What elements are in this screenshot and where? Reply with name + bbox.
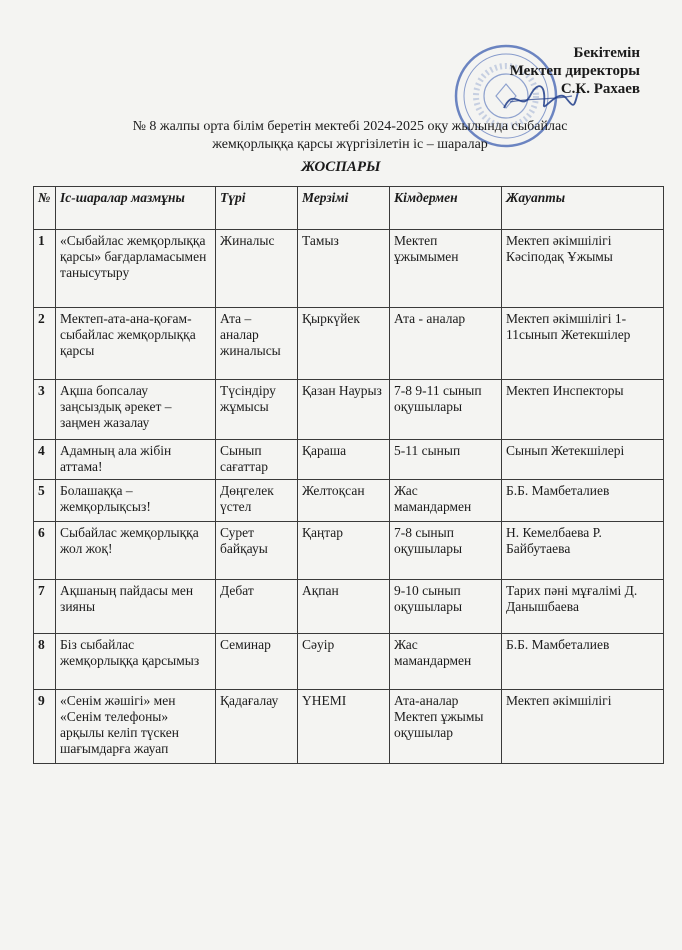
cell-responsible: Н. Кемелбаева Р. Байбутаева bbox=[502, 522, 664, 580]
cell-content: Адамның ала жібін аттама! bbox=[56, 440, 216, 480]
table-row bbox=[34, 308, 664, 380]
cell-type: Қадағалау bbox=[216, 690, 298, 764]
table-row bbox=[34, 690, 664, 764]
approval-block bbox=[510, 44, 640, 98]
table-row bbox=[34, 634, 664, 690]
cell-with: 5-11 сынып bbox=[390, 440, 502, 480]
approval-label: Бекітемін bbox=[573, 45, 640, 61]
cell-number: 2 bbox=[34, 308, 56, 380]
cell-with: Ата-аналар Мектеп ұжымы оқушылар bbox=[390, 690, 502, 764]
cell-with: 7-8 сынып оқушылары bbox=[390, 522, 502, 580]
cell-responsible: Б.Б. Мамбеталиев bbox=[502, 634, 664, 690]
cell-content: Біз сыбайлас жемқорлыққа қарсымыз bbox=[56, 634, 216, 690]
table-row bbox=[34, 380, 664, 440]
cell-number: 9 bbox=[34, 690, 56, 764]
cell-type: Сурет байқауы bbox=[216, 522, 298, 580]
cell-content: Мектеп-ата-ана-қоғам-сыбайлас жемқорлыққа қарсы bbox=[56, 308, 216, 380]
page-title: ЖОСПАРЫ bbox=[301, 159, 381, 175]
cell-number: 4 bbox=[34, 440, 56, 480]
plan-table bbox=[33, 186, 664, 764]
cell-number: 1 bbox=[34, 230, 56, 308]
cell-with: 9-10 сынып оқушылары bbox=[390, 580, 502, 634]
table-row bbox=[34, 522, 664, 580]
cell-responsible: Мектеп Инспекторы bbox=[502, 380, 664, 440]
cell-number: 6 bbox=[34, 522, 56, 580]
cell-responsible: Сынып Жетекшілері bbox=[502, 440, 664, 480]
approval-position: Мектеп директоры bbox=[509, 63, 640, 79]
cell-type: Жиналыс bbox=[216, 230, 298, 308]
cell-term: Қаңтар bbox=[298, 522, 390, 580]
cell-number: 3 bbox=[34, 380, 56, 440]
document-title bbox=[60, 118, 640, 154]
cell-term: Қараша bbox=[298, 440, 390, 480]
column-header-number: № bbox=[34, 187, 56, 230]
table-row bbox=[34, 580, 664, 634]
cell-responsible: Б.Б. Мамбеталиев bbox=[502, 480, 664, 522]
cell-with: Жас мамандармен bbox=[390, 480, 502, 522]
cell-term: Тамыз bbox=[298, 230, 390, 308]
cell-with: Ата - аналар bbox=[390, 308, 502, 380]
cell-content: Сыбайлас жемқорлыққа жол жоқ! bbox=[56, 522, 216, 580]
column-header-responsible: Жауапты bbox=[502, 187, 664, 230]
cell-responsible: Мектеп әкімшілігі Кәсіподақ Ұжымы bbox=[502, 230, 664, 308]
title-line-1: № 8 жалпы орта білім беретін мектебі 2024-2025 оқу жылында сыбайлас bbox=[132, 119, 568, 134]
cell-number: 7 bbox=[34, 580, 56, 634]
cell-term: Сәуір bbox=[298, 634, 390, 690]
column-header-type: Түрі bbox=[216, 187, 298, 230]
cell-term: Қазан Наурыз bbox=[298, 380, 390, 440]
cell-term: Желтоқсан bbox=[298, 480, 390, 522]
cell-term: ҮНЕМІ bbox=[298, 690, 390, 764]
cell-content: Ақшаның пайдасы мен зияны bbox=[56, 580, 216, 634]
cell-type: Дөңгелек үстел bbox=[216, 480, 298, 522]
cell-term: Қыркүйек bbox=[298, 308, 390, 380]
title-line-2: жемқорлыққа қарсы жүргізілетін іс – шаралар bbox=[212, 137, 488, 152]
cell-content: «Сыбайлас жемқорлыққа қарсы» бағдарламасымен танысутыру bbox=[56, 230, 216, 308]
cell-type: Ата – аналар жиналысы bbox=[216, 308, 298, 380]
cell-content: «Сенім жәшігі» мен «Сенім телефоны» арқылы келіп түскен шағымдарға жауап bbox=[56, 690, 216, 764]
table-row bbox=[34, 480, 664, 522]
cell-type: Сынып сағаттар bbox=[216, 440, 298, 480]
cell-responsible: Мектеп әкімшілігі bbox=[502, 690, 664, 764]
approval-signatory: С.К. Рахаев bbox=[560, 81, 640, 97]
cell-content: Ақша бопсалау заңсыздық әрекет – заңмен жазалау bbox=[56, 380, 216, 440]
column-header-content: Іс-шаралар мазмұны bbox=[56, 187, 216, 230]
cell-with: Мектеп ұжымымен bbox=[390, 230, 502, 308]
table-row bbox=[34, 230, 664, 308]
column-header-with: Кімдермен bbox=[390, 187, 502, 230]
table-header-row bbox=[34, 187, 664, 230]
table-row bbox=[34, 440, 664, 480]
column-header-term: Мерзімі bbox=[298, 187, 390, 230]
cell-with: 7-8 9-11 сынып оқушылары bbox=[390, 380, 502, 440]
cell-number: 8 bbox=[34, 634, 56, 690]
cell-type: Семинар bbox=[216, 634, 298, 690]
cell-type: Түсіндіру жұмысы bbox=[216, 380, 298, 440]
cell-number: 5 bbox=[34, 480, 56, 522]
cell-responsible: Мектеп әкімшілігі 1-11сынып Жетекшілер bbox=[502, 308, 664, 380]
cell-content: Болашаққа – жемқорлықсыз! bbox=[56, 480, 216, 522]
cell-type: Дебат bbox=[216, 580, 298, 634]
cell-with: Жас мамандармен bbox=[390, 634, 502, 690]
cell-responsible: Тарих пәні мұғалімі Д. Данышбаева bbox=[502, 580, 664, 634]
cell-term: Ақпан bbox=[298, 580, 390, 634]
